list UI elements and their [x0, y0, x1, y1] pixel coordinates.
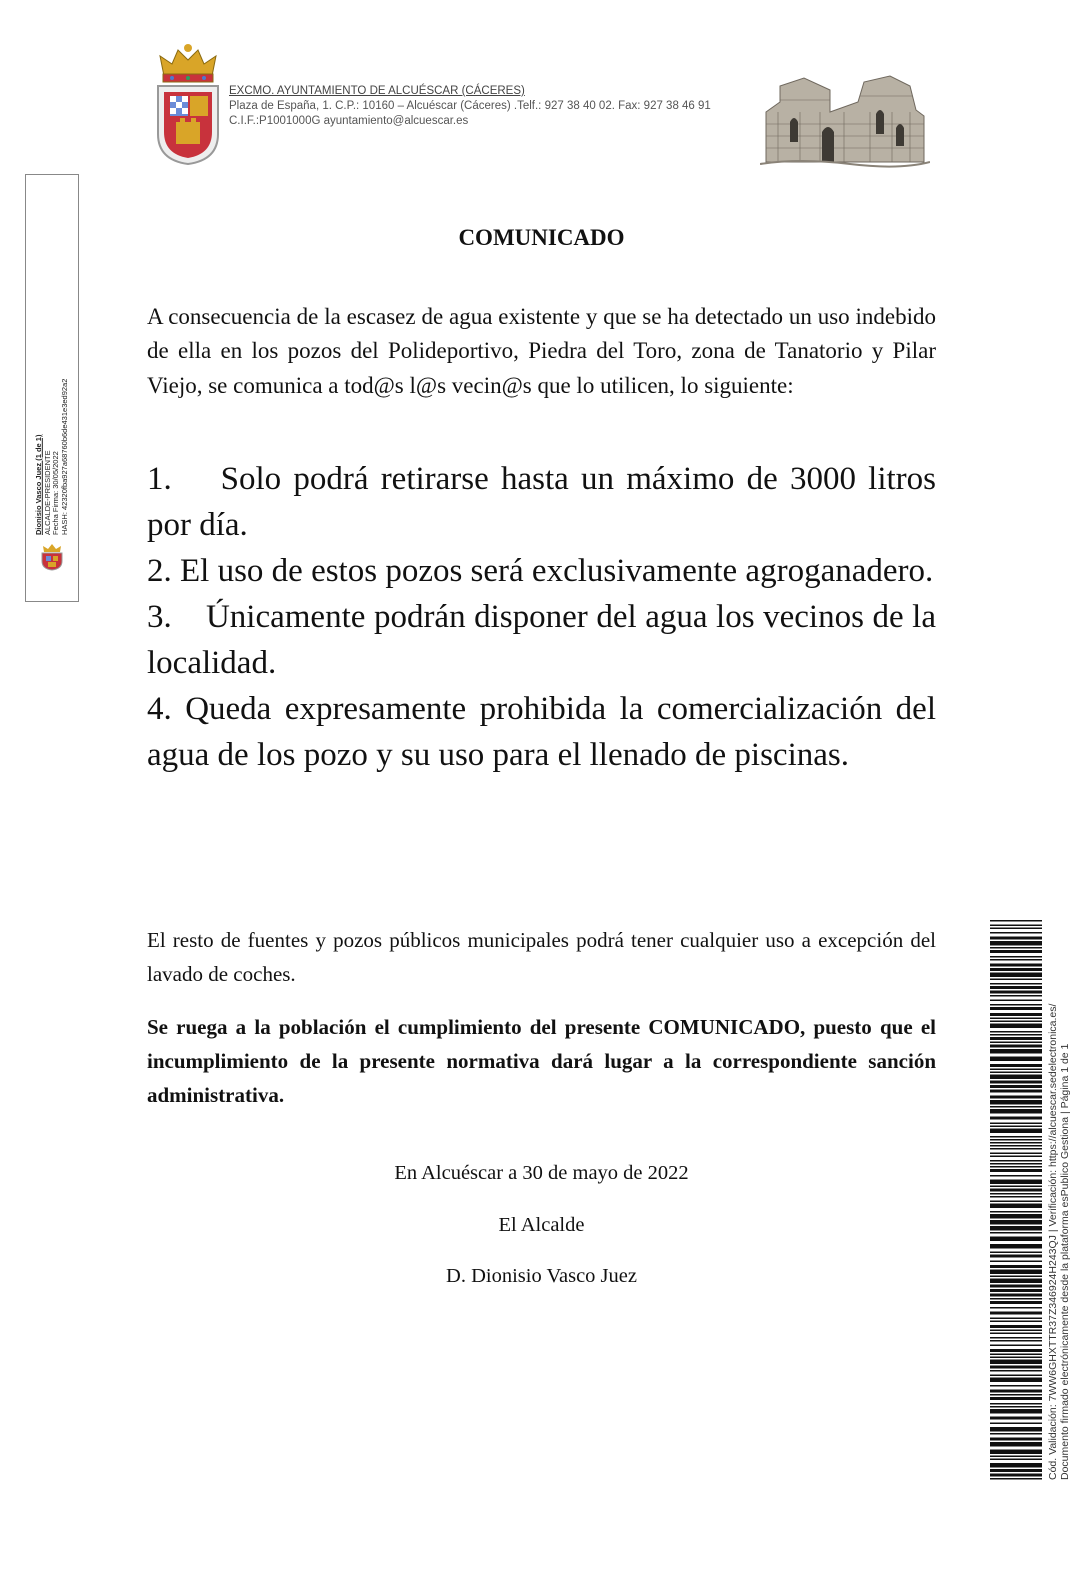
barcode-bar: [990, 1069, 1042, 1071]
barcode-bar: [990, 1013, 1042, 1016]
barcode-bar: [990, 1318, 1042, 1320]
barcode-bar: [990, 1148, 1042, 1150]
barcode-bar: [990, 979, 1042, 981]
shield-icon: [158, 86, 218, 164]
barcode-bar: [990, 1406, 1042, 1408]
barcode-bar: [990, 1024, 1042, 1029]
barcode-bar: [990, 1075, 1042, 1080]
barcode-bar: [990, 1072, 1042, 1074]
org-name: EXCMO. AYUNTAMIENTO DE ALCUÉSCAR (CÁCERES): [229, 85, 525, 97]
signer-name: Dionisio Vasco Juez (1 de 1): [33, 434, 43, 535]
barcode-bar: [990, 1307, 1042, 1309]
barcode-bar: [990, 1325, 1042, 1328]
barcode-bar: [990, 1117, 1042, 1120]
barcode-bar: [990, 1360, 1042, 1365]
barcode-bar: [990, 1031, 1042, 1033]
barcode-bar: [990, 1123, 1042, 1125]
barcode-bar: [990, 1390, 1042, 1393]
barcode-bar: [990, 1450, 1042, 1455]
barcode-bar: [990, 986, 1042, 989]
barcode-bar: [990, 991, 1042, 994]
barcode-bar: [990, 1201, 1042, 1203]
validation-barcode: [990, 920, 1042, 1480]
barcode-bar: [990, 1442, 1042, 1447]
barcode-bar: [990, 1279, 1042, 1284]
barcode-bar: [990, 1193, 1042, 1195]
rest-paragraph: El resto de fuentes y pozos públicos municipales podrá tener cualquier uso a excepción del lavado de coches.: [147, 928, 936, 986]
barcode-bar: [990, 1375, 1042, 1377]
barcode-bar: [990, 1160, 1042, 1162]
barcode-bar: [990, 1378, 1042, 1383]
barcode-bar: [990, 1196, 1042, 1198]
signature-date: Fecha Firma: 30/05/2022: [51, 451, 60, 535]
barcode-bar: [990, 1337, 1042, 1339]
place-date: En Alcuéscar a 30 de mayo de 2022: [394, 1162, 689, 1184]
barcode-bar: [990, 925, 1042, 927]
barcode-bar: [990, 1126, 1042, 1128]
barcode-bar: [990, 1045, 1042, 1048]
barcode-bar: [990, 1370, 1042, 1372]
barcode-bar: [990, 1265, 1042, 1268]
barcode-bar: [990, 1000, 1042, 1002]
barcode-bar: [990, 1037, 1042, 1040]
barcode-bar: [990, 1057, 1042, 1062]
barcode-bar: [990, 1366, 1042, 1369]
barcode-bar: [990, 1081, 1042, 1084]
barcode-bar: [990, 1333, 1042, 1335]
document-title: COMUNICADO: [458, 225, 625, 250]
crown-icon: [160, 44, 216, 82]
barcode-bar: [990, 959, 1042, 961]
signer-name-line: D. Dionisio Vasco Juez: [446, 1265, 637, 1287]
barcode-bar: [990, 956, 1042, 958]
barcode-bar: [990, 1330, 1042, 1332]
barcode-bar: [990, 1294, 1042, 1297]
signature-platform: Documento firmado electrónicamente desde la plataforma esPublico Gestiona | Página 1 de 1: [1059, 1043, 1071, 1480]
barcode-bar: [990, 1153, 1042, 1155]
barcode-bar: [990, 1136, 1042, 1138]
barcode-bar: [990, 1021, 1042, 1023]
barcode-bar: [990, 1004, 1042, 1006]
barcode-bar: [990, 983, 1042, 985]
org-cif-email: C.I.F.:P1001000G ayuntamiento@alcuescar.es: [229, 115, 469, 127]
barcode-bar: [990, 1255, 1042, 1258]
barcode-bar: [990, 1397, 1042, 1400]
barcode-bar: [990, 968, 1042, 971]
barcode-bar: [990, 950, 1042, 953]
barcode-bar: [990, 1270, 1042, 1275]
barcode-bar: [990, 1289, 1042, 1292]
barcode-bar: [990, 1409, 1042, 1414]
barcode-bar: [990, 1321, 1042, 1323]
barcode-bar: [990, 1166, 1042, 1168]
barcode-bar: [990, 1456, 1042, 1458]
barcode-bar: [990, 1261, 1042, 1263]
barcode-bar: [990, 1034, 1042, 1036]
barcode-bar: [990, 1474, 1042, 1477]
barcode-bar: [990, 1349, 1042, 1352]
barcode-bar: [990, 1394, 1042, 1396]
list-item: 3. Únicamente podrán disponer del agua los vecinos de la localidad.: [147, 599, 945, 681]
barcode-bar: [990, 1180, 1042, 1185]
barcode-bar: [990, 1237, 1042, 1242]
barcode-bar: [990, 1175, 1042, 1177]
barcode-bar: [990, 937, 1042, 940]
list-item: 1. Solo podrá retirarse hasta un máximo de 3000 litros por día.: [147, 461, 945, 543]
barcode-bar: [990, 1438, 1042, 1441]
barcode-bar: [990, 1189, 1042, 1192]
signature-info: [35, 215, 69, 535]
barcode-bar: [990, 964, 1042, 967]
barcode-bar: [990, 1385, 1042, 1387]
barcode-bar: [990, 1142, 1042, 1144]
validation-code: Cód. Validación: 7WW6GHXTTR37Z346924H243QJ | Verificación: https://alcuescar.sedelectronica.es/: [1047, 1003, 1059, 1480]
barcode-bar: [990, 1049, 1042, 1054]
barcode-bar: [990, 1433, 1042, 1435]
barcode-bar: [990, 1357, 1042, 1359]
barcode-bar: [990, 1463, 1042, 1468]
verification-text: [1044, 920, 1074, 1480]
barcode-bar: [990, 1100, 1042, 1105]
barcode-bar: [990, 1106, 1042, 1108]
barcode-bar: [990, 1085, 1042, 1088]
list-item: 2. El uso de estos pozos será exclusivamente agroganadero.: [147, 553, 934, 589]
barcode-bar: [990, 1340, 1042, 1342]
mini-crest-icon: [38, 543, 66, 571]
barcode-bar: [990, 1163, 1042, 1165]
signer-role: ALCALDE-PRESIDENTE: [42, 450, 52, 535]
barcode-bar: [990, 1312, 1042, 1315]
barcode-bar: [990, 1345, 1042, 1347]
letterhead: [229, 84, 711, 129]
barcode-bar: [990, 1478, 1042, 1480]
barcode-bar: [990, 1156, 1042, 1158]
barcode-bar: [990, 1204, 1042, 1209]
barcode-bar: [990, 1417, 1042, 1420]
barcode-bar: [990, 995, 1042, 997]
barcode-bar: [990, 1427, 1042, 1432]
barcode-bar: [990, 1169, 1042, 1172]
barcode-bar: [990, 1042, 1042, 1044]
barcode-bar: [990, 920, 1042, 922]
barcode-bar: [990, 941, 1042, 946]
barcode-bar: [990, 947, 1042, 949]
barcode-bar: [990, 1145, 1042, 1147]
barcode-bar: [990, 1244, 1042, 1249]
municipal-crest-logo: [150, 42, 226, 166]
barcode-bar: [990, 1090, 1042, 1093]
barcode-bar: [990, 1129, 1042, 1134]
barcode-bar: [990, 1186, 1042, 1188]
barcode-bar: [990, 1220, 1042, 1225]
org-address: Plaza de España, 1. C.P.: 10160 – Alcuéscar (Cáceres) .Telf.: 927 38 40 02. Fax: 927 38 46 91: [229, 100, 711, 112]
barcode-bar: [990, 1007, 1042, 1010]
barcode-bar: [990, 1232, 1042, 1234]
barcode-bar: [990, 1064, 1042, 1067]
electronic-signature-stamp: [25, 174, 79, 602]
barcode-bar: [990, 928, 1042, 930]
intro-paragraph: A consecuencia de la escasez de agua existente y que se ha detectado un uso indebido de ella en los pozos del Polideportivo, Piedra del Toro, zona de Tanatorio y Pilar Viejo, se comunica a tod@s l@s vecin@s que lo utilicen, lo siguiente:: [147, 304, 936, 398]
barcode-bar: [990, 1109, 1042, 1114]
barcode-bar: [990, 973, 1042, 978]
barcode-bar: [990, 1211, 1042, 1213]
barcode-bar: [990, 1423, 1042, 1425]
barcode-bar: [990, 1285, 1042, 1288]
barcode-bar: [990, 1354, 1042, 1356]
barcode-bar: [990, 1298, 1042, 1300]
barcode-bar: [990, 1139, 1042, 1141]
church-illustration: [760, 72, 930, 168]
signature-hash: HASH: 42320fba927a68760b6de431e3ed92a2: [59, 378, 69, 535]
barcode-bar: [990, 1459, 1042, 1461]
barcode-bar: [990, 1301, 1042, 1304]
signer-role-line: El Alcalde: [498, 1214, 585, 1236]
barcode-bar: [990, 1252, 1042, 1254]
barcode-bar: [990, 1469, 1042, 1472]
list-item: 4. Queda expresamente prohibida la comercialización del agua de los pozo y su uso para el llenado de piscinas.: [147, 691, 936, 773]
barcode-bar: [990, 1018, 1042, 1020]
barcode-bar: [990, 1226, 1042, 1231]
barcode-bar: [990, 932, 1042, 934]
rules-list: [147, 456, 945, 778]
barcode-bar: [990, 1403, 1042, 1405]
barcode-bar: [990, 1096, 1042, 1099]
warning-paragraph: Se ruega a la población el cumplimiento del presente COMUNICADO, puesto que el incumplimiento de la presente normativa dará lugar a la correspondiente sanción administrativa.: [147, 1015, 936, 1107]
barcode-bar: [990, 1276, 1042, 1278]
barcode-bar: [990, 1214, 1042, 1219]
